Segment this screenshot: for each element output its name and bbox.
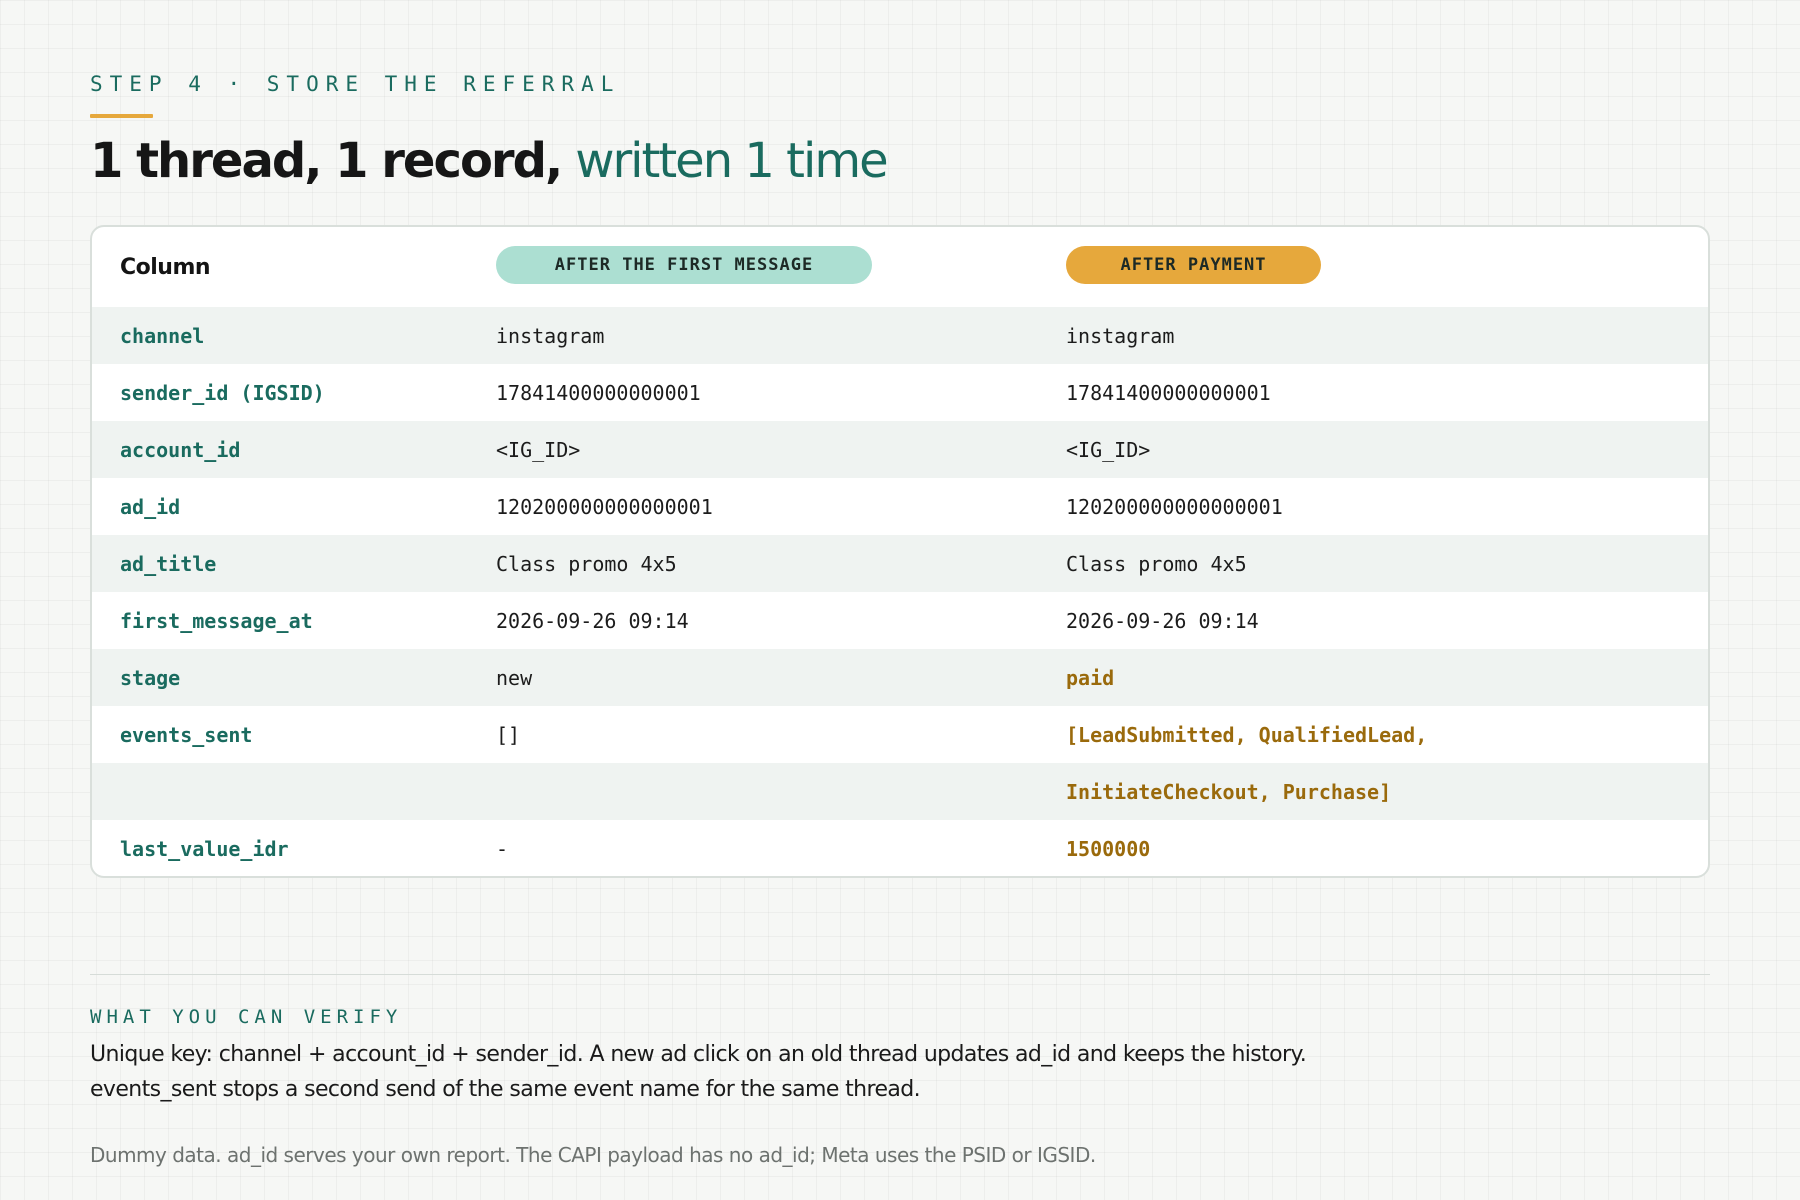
row-first-value: 17841400000000001 (496, 380, 701, 405)
row-column-name: last_value_idr (120, 836, 289, 861)
table-header-row (92, 227, 1708, 307)
title-bold: 1 thread, 1 record, (90, 133, 562, 189)
row-paid-value: <IG_ID> (1066, 437, 1151, 462)
row-column-name: account_id (120, 437, 241, 462)
row-first-value: <IG_ID> (496, 437, 581, 462)
table-row (92, 364, 1708, 421)
row-paid-value: paid (1066, 665, 1115, 690)
row-column-name: sender_id (IGSID) (120, 380, 325, 405)
table-row (92, 307, 1708, 364)
row-first-value: - (496, 836, 509, 861)
table-row (92, 592, 1708, 649)
row-paid-value: 1500000 (1066, 836, 1151, 861)
row-paid-value: [LeadSubmitted, QualifiedLead, (1066, 722, 1428, 747)
table-row (92, 763, 1708, 820)
row-first-value: new (496, 665, 533, 690)
page-title (90, 130, 887, 192)
row-paid-value: 17841400000000001 (1066, 380, 1271, 405)
verify-text-line: events_sent stops a second send of the same event name for the same thread. (90, 1077, 921, 1102)
verify-text-line: Unique key: channel + account_id + sender_id. A new ad click on an old thread updates ad_id and keeps the history. (90, 1042, 1307, 1067)
step-eyebrow: STEP 4 · STORE THE REFERRAL (90, 72, 621, 96)
row-column-name: first_message_at (120, 608, 313, 633)
row-paid-value: 2026-09-26 09:14 (1066, 608, 1259, 633)
first-message-badge: AFTER THE FIRST MESSAGE (496, 246, 872, 284)
record-table (90, 225, 1710, 878)
table-row (92, 706, 1708, 763)
table-row (92, 478, 1708, 535)
footnote: Dummy data. ad_id serves your own report. The CAPI payload has no ad_id; Meta uses the PSID or IGSID. (90, 1143, 1096, 1167)
row-paid-value: 120200000000000001 (1066, 494, 1283, 519)
table-row (92, 535, 1708, 592)
row-first-value: 2026-09-26 09:14 (496, 608, 689, 633)
row-first-value: instagram (496, 323, 605, 348)
row-first-value: Class promo 4x5 (496, 551, 677, 576)
section-divider (90, 974, 1710, 975)
row-first-value: 120200000000000001 (496, 494, 713, 519)
row-paid-value: InitiateCheckout, Purchase] (1066, 779, 1392, 804)
row-paid-value: Class promo 4x5 (1066, 551, 1247, 576)
row-column-name: stage (120, 665, 181, 690)
row-paid-value: instagram (1066, 323, 1175, 348)
table-row (92, 649, 1708, 706)
row-column-name: ad_id (120, 494, 181, 519)
title-accent: written 1 time (575, 133, 887, 189)
table-row (92, 820, 1708, 877)
verify-heading: WHAT YOU CAN VERIFY (90, 1006, 403, 1028)
eyebrow-underline (90, 114, 153, 118)
row-column-name: ad_title (120, 551, 217, 576)
row-column-name: events_sent (120, 722, 253, 747)
column-header: Column (120, 254, 211, 280)
table-row (92, 421, 1708, 478)
row-first-value: [] (496, 722, 521, 747)
after-payment-badge: AFTER PAYMENT (1066, 246, 1321, 284)
row-column-name: channel (120, 323, 205, 348)
